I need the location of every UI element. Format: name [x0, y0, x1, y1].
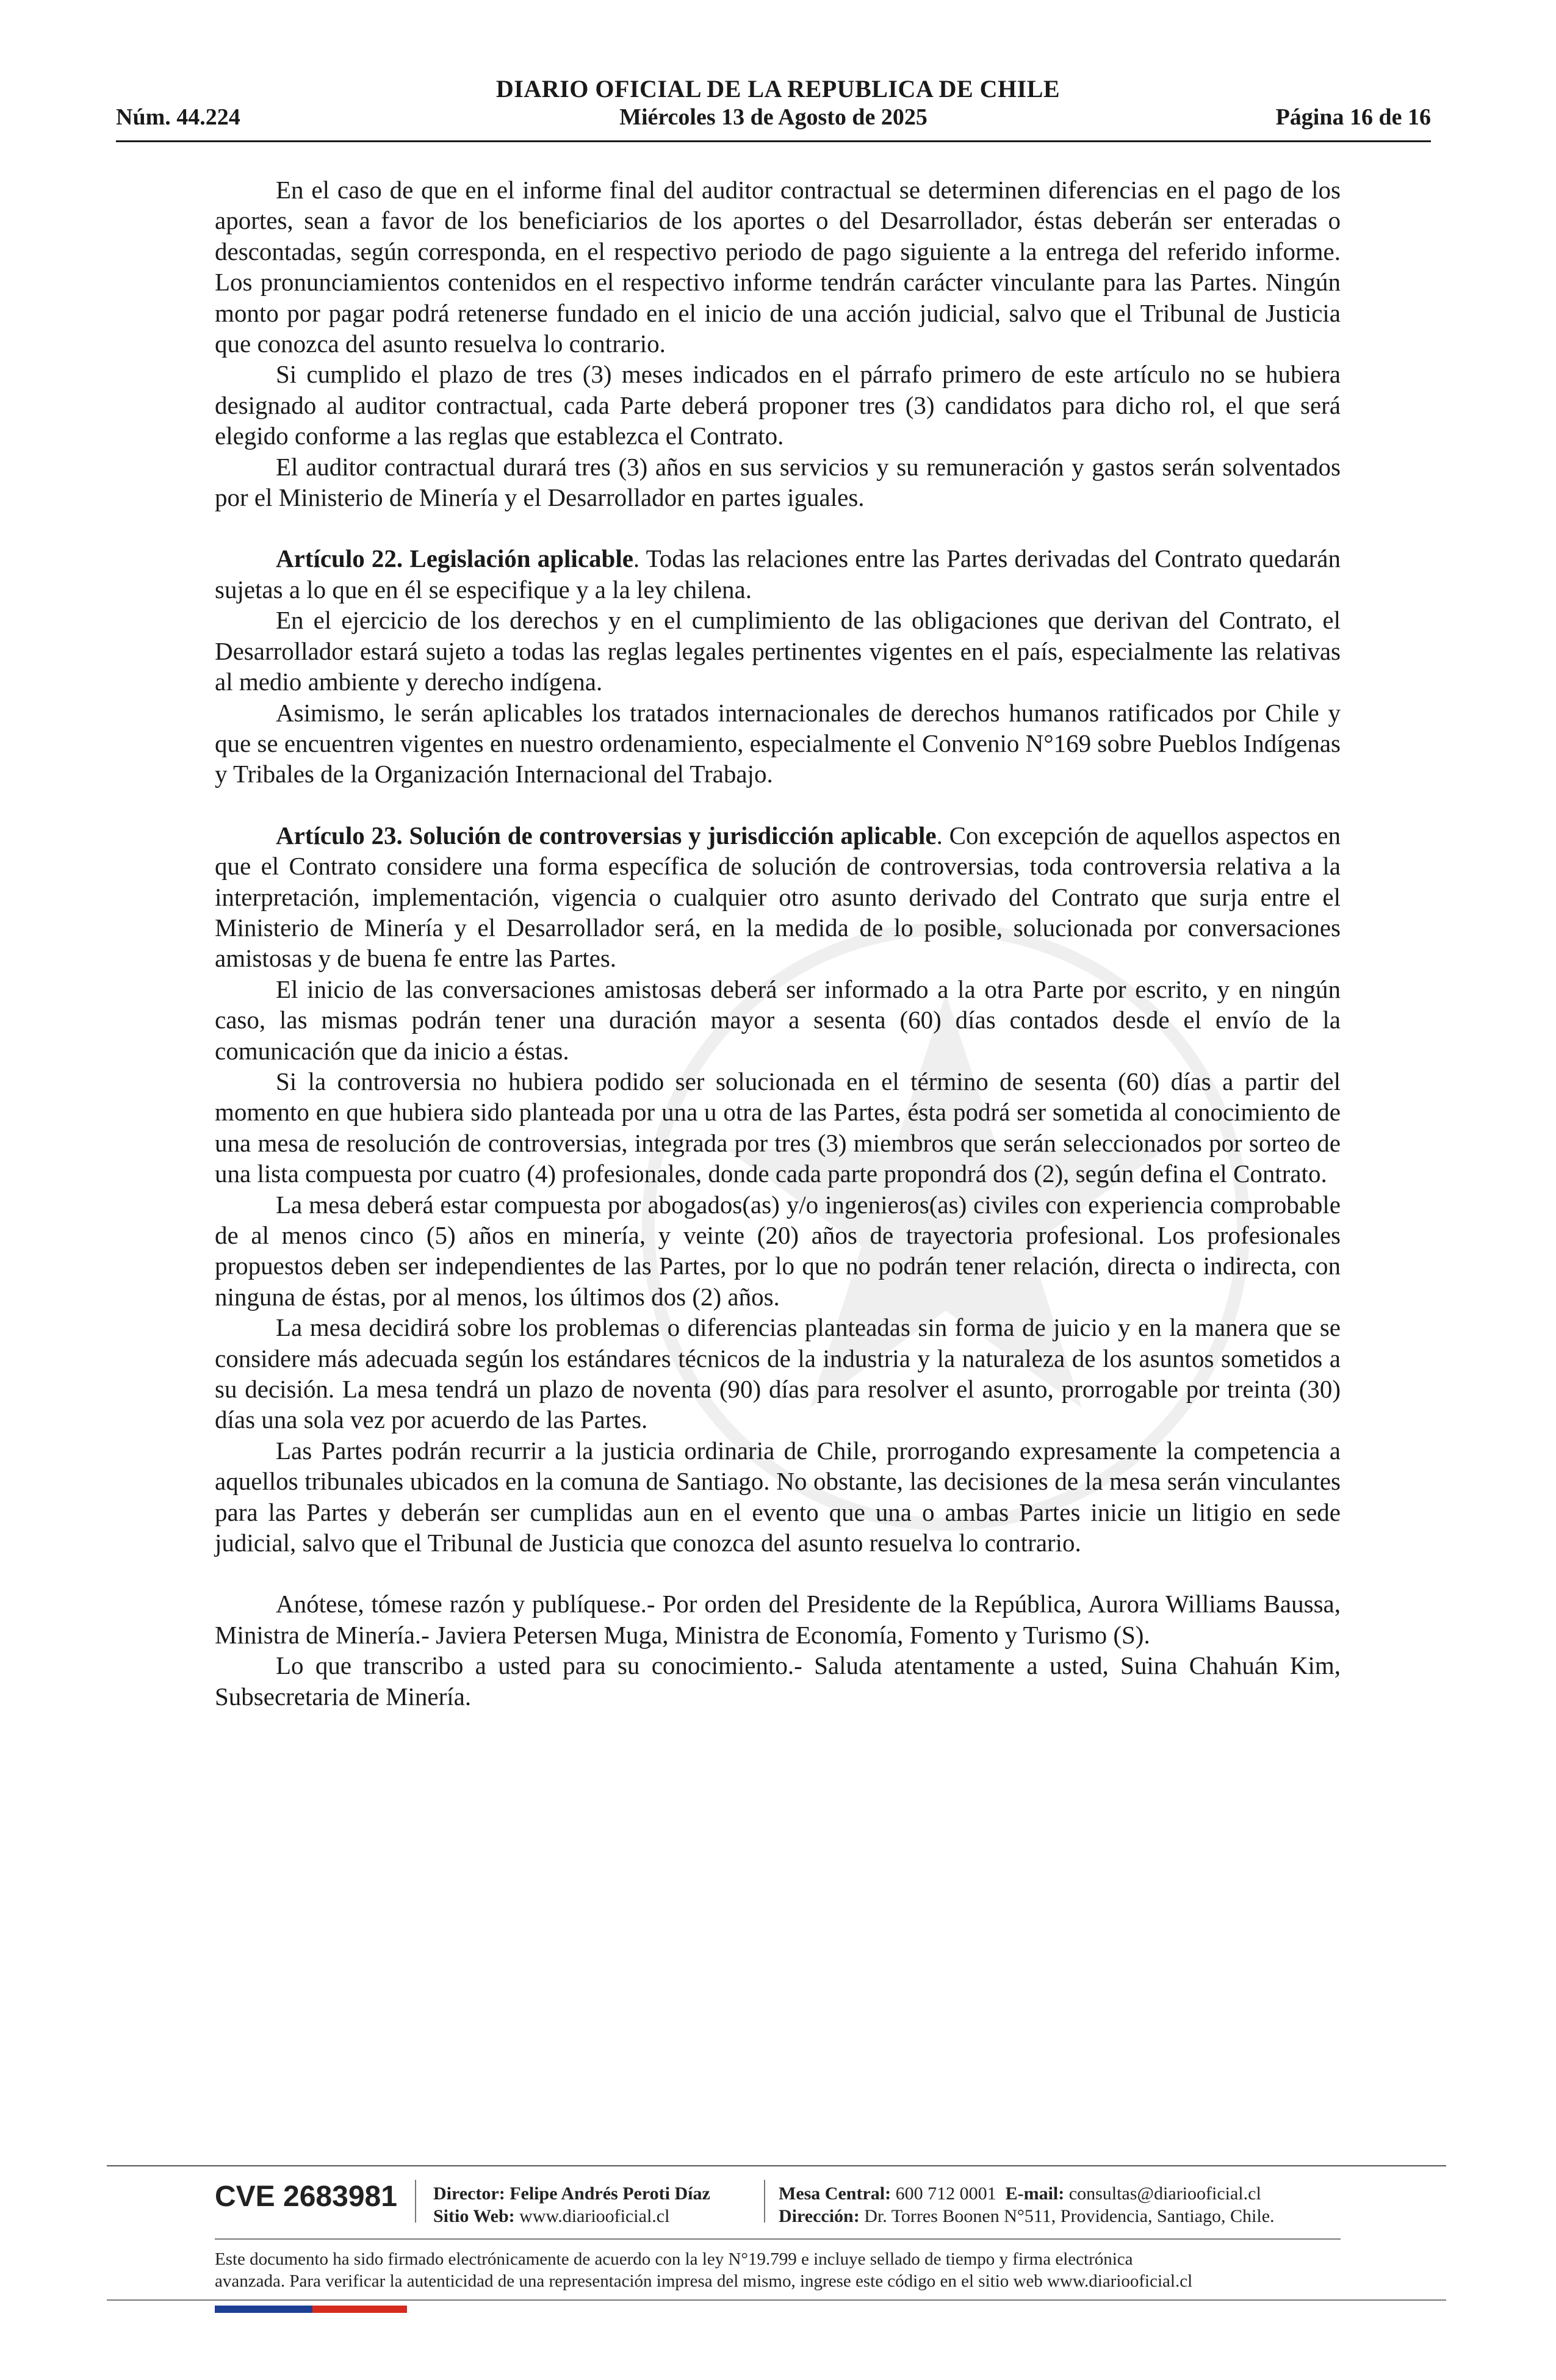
- email-link[interactable]: consultas@diariooficial.cl: [1068, 2183, 1261, 2204]
- page-number: Página 16 de 16: [1275, 104, 1431, 130]
- flag-stripe-blue: [215, 2306, 312, 2313]
- site-label: Sitio Web:: [433, 2206, 515, 2226]
- footer-separator: [764, 2180, 765, 2223]
- header-divider: [116, 140, 1431, 142]
- paragraph: Anótese, tómese razón y publíquese.- Por orden del Presidente de la República, Aurora Williams Baussa, Ministra de Minería.- Javiera Petersen Muga, Ministra de Economía, Fomento y Turismo (S).: [215, 1590, 1341, 1649]
- paragraph: Asimismo, le serán aplicables los tratados internacionales de derechos humanos ratificados por Chile y que se encuentren vigentes en nuestro ordenamiento, especialmente el Convenio N°169 sobre Pueblos Indígenas y Tribales de la Organización Internacional del Trabajo.: [215, 698, 1341, 788]
- issue-date: Miércoles 13 de Agosto de 2025: [619, 104, 927, 130]
- phone-value: 600 712 0001: [895, 2183, 996, 2204]
- phone-label: Mesa Central:: [779, 2183, 891, 2204]
- footer-separator: [415, 2180, 416, 2223]
- flag-stripe-red: [312, 2306, 407, 2313]
- document-body: [215, 175, 1341, 1712]
- article-heading: Artículo 23. Solución de controversias y jurisdicción aplicable: [276, 821, 937, 849]
- header-row: [116, 104, 1431, 134]
- legal-line: avanzada. Para verificar la autenticidad de una representación impresa del mismo, ingrese este código en el sitio web www.diariooficial.cl: [215, 2271, 1193, 2291]
- newspaper-title: DIARIO OFICIAL DE LA REPUBLICA DE CHILE: [495, 75, 1061, 103]
- paragraph: La mesa decidirá sobre los problemas o diferencias planteadas sin forma de juicio y en la manera que se considere más adecuada según los estándares técnicos de la industria y la naturaleza de los asuntos sometidos a su decisión. La mesa tendrá un plazo de noventa (90) días para resolver el asunto, prorrogable por treinta (30) días una sola vez por acuerdo de las Partes.: [215, 1313, 1341, 1434]
- paragraph: La mesa deberá estar compuesta por abogados(as) y/o ingenieros(as) civiles con experiencia comprobable de al menos cinco (5) años en minería, y veinte (20) años de trayectoria profesional. Los profesionales propuestos deben ser independientes de las Partes, por lo que no podrán tener relación, directa o indirecta, con ninguna de éstas, por al menos, los últimos dos (2) años.: [215, 1190, 1341, 1311]
- contact-info: [779, 2182, 1275, 2227]
- paragraph: Las Partes podrán recurrir a la justicia ordinaria de Chile, prorrogando expresamente la competencia a aquellos tribunales ubicados en la comuna de Santiago. No obstante, las decisiones de la mesa serán vinculantes para las Partes y deberán ser cumplidas aun en el evento que una o ambas Partes inicie un litigio en sede judicial, salvo que el Tribunal de Justicia que conozca del asunto resuelva lo contrario.: [215, 1436, 1341, 1557]
- article-text: . Con excepción de aquellos aspectos en que el Contrato considere una forma específica de solución de controversias, toda controversia relativa a la interpretación, implementación, vigencia o cualquier otro asunto derivado del Contrato que surja entre el Ministerio de Minería y el Desarrollador será, en la medida de lo posible, solucionada por conversaciones amistosas y de buena fe entre las Partes.: [215, 821, 1341, 973]
- paragraph: En el caso de que en el informe final del auditor contractual se determinen diferencias en el pago de los aportes, sean a favor de los beneficiarios de los aportes o del Desarrollador, éstas deberán ser enteradas o descontadas, según corresponda, en el respectivo periodo de pago siguiente a la entrega del referido informe. Los pronunciamientos contenidos en el respectivo informe tendrán carácter vinculante para las Partes. Ningún monto por pagar podrá retenerse fundado en el inicio de una acción judicial, salvo que el Tribunal de Justicia que conozca del asunto resuelva lo contrario.: [215, 176, 1341, 358]
- paragraph: Si cumplido el plazo de tres (3) meses indicados en el párrafo primero de este artículo no se hubiera designado al auditor contractual, cada Parte deberá proponer tres (3) candidatos para dicho rol, el que será elegido conforme a las reglas que establezca el Contrato.: [215, 360, 1341, 450]
- article-heading: Artículo 22. Legislación aplicable: [276, 544, 633, 573]
- footer-divider: [107, 2299, 1446, 2301]
- address-value: Dr. Torres Boonen N°511, Providencia, Santiago, Chile.: [864, 2206, 1275, 2226]
- paragraph: Si la controversia no hubiera podido ser solucionada en el término de sesenta (60) días a partir del momento en que hubiera sido planteada por una u otra de las Partes, ésta podrá ser sometida al conocimiento de una mesa de resolución de controversias, integrada por tres (3) miembros que serán seleccionados por sorteo de una lista compuesta por cuatro (4) profesionales, donde cada parte propondrá dos (2), según defina el Contrato.: [215, 1067, 1341, 1188]
- paragraph: El inicio de las conversaciones amistosas deberá ser informado a la otra Parte por escrito, y en ningún caso, las mismas podrán tener una duración mayor a sesenta (60) días contados desde el envío de la comunicación que da inicio a éstas.: [215, 975, 1341, 1065]
- issue-number: Núm. 44.224: [116, 104, 240, 130]
- legal-notice: [215, 2248, 1350, 2292]
- footer-divider: [107, 2165, 1446, 2166]
- footer-divider: [215, 2238, 1341, 2240]
- article-22: [215, 543, 1341, 605]
- paragraph: En el ejercicio de los derechos y en el cumplimiento de las obligaciones que derivan del Contrato, el Desarrollador estará sujeto a todas las reglas legales pertinentes vigentes en el país, especialmente las relativas al medio ambiente y derecho indígena.: [215, 606, 1341, 696]
- director-info: [433, 2182, 710, 2227]
- article-text: . Todas las relaciones entre las Partes derivadas del Contrato quedarán sujetas a lo que en él se especifique y a la ley chilena.: [215, 544, 1341, 604]
- director-name: Felipe Andrés Peroti Díaz: [510, 2183, 710, 2204]
- article-23: [215, 820, 1341, 974]
- address-label: Dirección:: [779, 2206, 860, 2226]
- paragraph: El auditor contractual durará tres (3) años en sus servicios y su remuneración y gastos serán solventados por el Ministerio de Minería y el Desarrollador en partes iguales.: [215, 452, 1341, 512]
- site-link[interactable]: www.diariooficial.cl: [519, 2206, 670, 2226]
- legal-line: Este documento ha sido firmado electrónicamente de acuerdo con la ley N°19.799 e incluye sellado de tiempo y firma electrónica: [215, 2249, 1133, 2269]
- director-label: Director:: [433, 2183, 505, 2204]
- email-label: E-mail:: [1005, 2183, 1065, 2204]
- cve-code: CVE 2683981: [215, 2180, 397, 2213]
- paragraph: Lo que transcribo a usted para su conocimiento.- Saluda atentamente a usted, Suina Chahuán Kim, Subsecretaria de Minería.: [215, 1651, 1341, 1711]
